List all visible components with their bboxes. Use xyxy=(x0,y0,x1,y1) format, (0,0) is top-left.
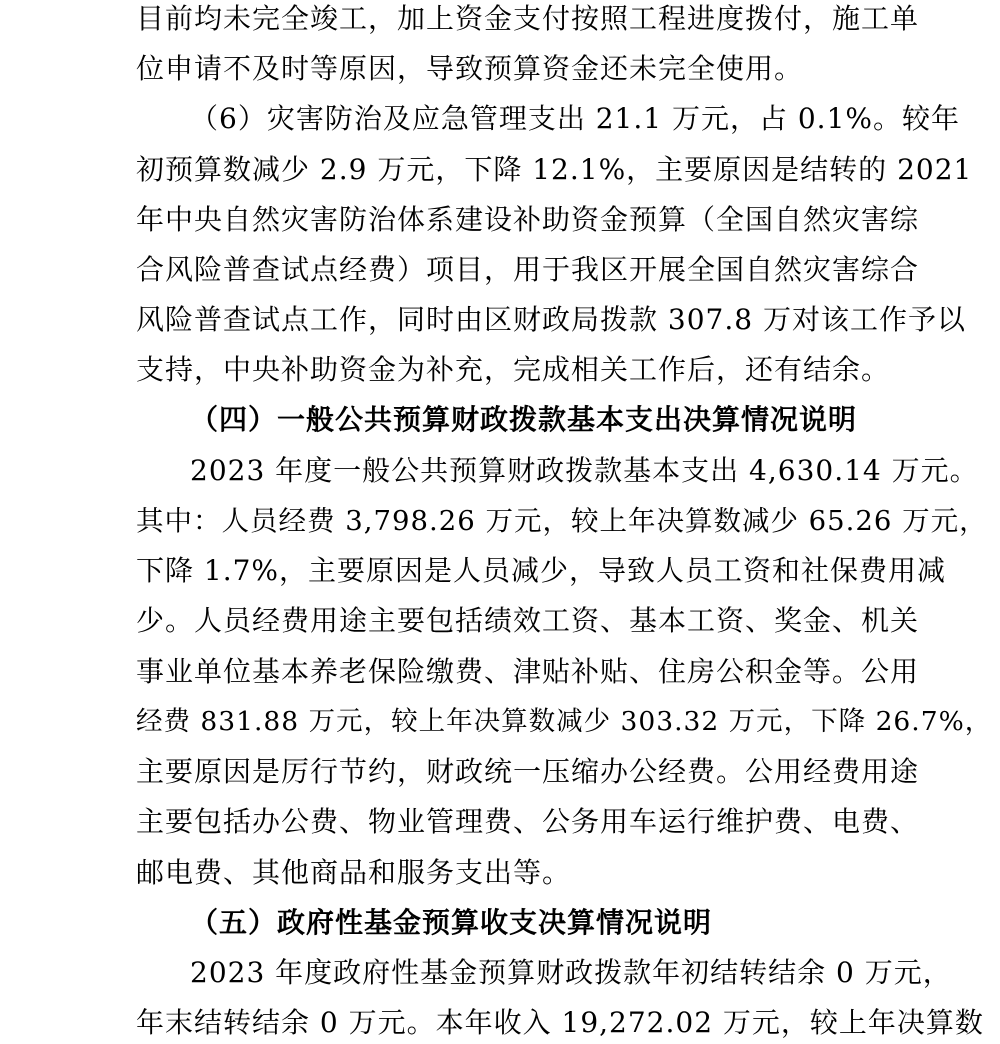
body-line: 事业单位基本养老保险缴费、津贴补贴、住房公积金等。公用 xyxy=(136,655,920,688)
body-line: 主要原因是厉行节约，财政统一压缩办公经费。公用经费用途 xyxy=(136,755,920,788)
body-line: 位申请不及时等原因，导致预算资金还未完全使用。 xyxy=(136,52,804,85)
section-heading: （四）一般公共预算财政拨款基本支出决算情况说明 xyxy=(190,403,858,436)
body-line: 下降 1.7%，主要原因是人员减少，导致人员工资和社保费用减 xyxy=(136,554,947,587)
body-line: 初预算数减少 2.9 万元，下降 12.1%，主要原因是结转的 2021 xyxy=(136,153,973,186)
body-line: （6）灾害防治及应急管理支出 21.1 万元，占 0.1%。较年 xyxy=(190,102,960,135)
body-line: 2023 年度政府性基金预算财政拨款年初结转结余 0 万元， xyxy=(190,956,952,989)
section-heading: （五）政府性基金预算收支决算情况说明 xyxy=(190,906,713,939)
body-line: 经费 831.88 万元，较上年决算数减少 303.32 万元，下降 26.7%， xyxy=(136,706,993,737)
body-line: 目前均未完全竣工，加上资金支付按照工程进度拨付，施工单 xyxy=(136,2,920,35)
body-line: 年中央自然灾害防治体系建设补助资金预算（全国自然灾害综 xyxy=(136,203,920,236)
body-line: 年末结转结余 0 万元。本年收入 19,272.02 万元，较上年决算数 xyxy=(136,1006,984,1039)
body-line: 2023 年度一般公共预算财政拨款基本支出 4,630.14 万元。 xyxy=(190,454,979,487)
body-line: 主要包括办公费、物业管理费、公务用车运行维护费、电费、 xyxy=(136,805,920,838)
body-line: 风险普查试点工作，同时由区财政局拨款 307.8 万对该工作予以 xyxy=(136,303,966,336)
body-line: 合风险普查试点经费）项目，用于我区开展全国自然灾害综合 xyxy=(136,253,920,286)
body-line: 少。人员经费用途主要包括绩效工资、基本工资、奖金、机关 xyxy=(136,604,920,637)
body-line: 其中：人员经费 3,798.26 万元，较上年决算数减少 65.26 万元， xyxy=(136,505,988,537)
body-line: 支持，中央补助资金为补充，完成相关工作后，还有结余。 xyxy=(136,353,891,386)
body-line: 邮电费、其他商品和服务支出等。 xyxy=(136,856,572,889)
